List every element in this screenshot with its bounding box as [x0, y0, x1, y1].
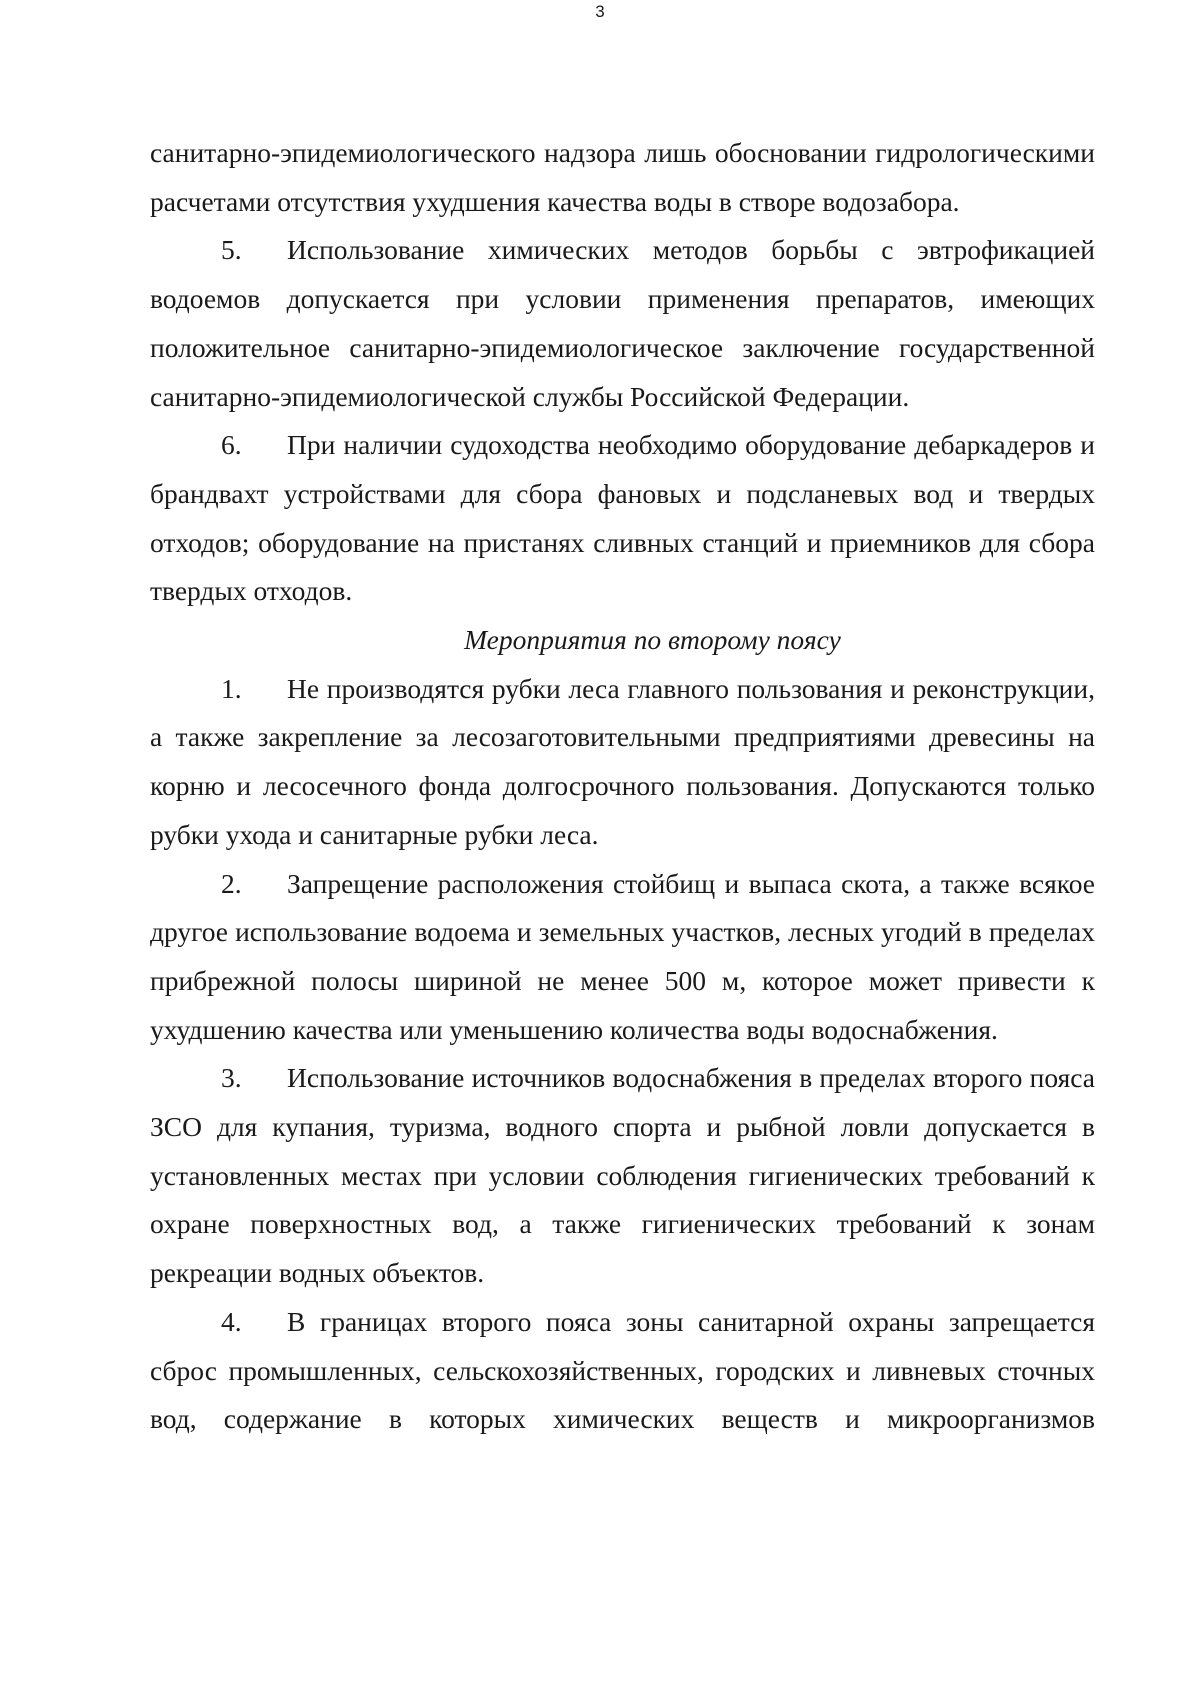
list-item-3 [150, 1054, 1095, 1298]
list-item-4 [150, 1298, 1095, 1444]
item-text: При наличии судоходства необходимо оборудование дебаркадеров и брандвахт устройствами для сбора фановых и подсланевых вод и твердых отходов; оборудование на пристанях сливных станций и приемников для сбора твердых отходов. [150, 429, 1095, 607]
section-heading: Мероприятия по второму поясу [464, 624, 841, 656]
item-number: 1. [221, 672, 242, 704]
item-text: Использование источников водоснабжения в пределах второго пояса ЗСО для купания, туризма, водного спорта и рыбной ловли допускается в установленных местах при условии соблюдения гигиенических требований к охране поверхностных вод, а также гигиенических требований к зонам рекреации водных объектов. [150, 1062, 1095, 1289]
item-text: Использование химических методов борьбы с эвтрофикацией водоемов допускается при условии применения препаратов, имеющих положительное санитарно-эпидемиологическое заключение государственной санитарно-эпидемиологической службы Российской Федерации. [150, 234, 1095, 412]
item-text: Не производятся рубки леса главного пользования и реконструкции, а также закрепление за лесозаготовительными предприятиями древесины на корню и лесосечного фонда долгосрочного пользования. Допускаются только рубки ухода и санитарные рубки леса. [150, 672, 1095, 850]
document-body [150, 129, 1095, 1444]
list-item-6 [150, 421, 1095, 616]
item-number: 3. [221, 1062, 242, 1094]
list-item-2 [150, 860, 1095, 1055]
list-item-1 [150, 665, 1095, 860]
item-number: 4. [221, 1305, 242, 1337]
item-text: Запрещение расположения стойбищ и выпаса скота, а также всякое другое использование водоема и земельных участков, лесных угодий в пределах прибрежной полосы шириной не менее 500 м, которое может привести к ухудшению качества или уменьшению количества воды водоснабжения. [150, 867, 1095, 1045]
list-item-5 [150, 226, 1095, 421]
item-number: 2. [221, 867, 242, 899]
page-number: 3 [595, 2, 605, 21]
item-text: В границах второго пояса зоны санитарной охраны запрещается сброс промышленных, сельскохозяйственных, городских и ливневых сточных вод, содержание в которых химических веществ и микроорганизмов [150, 1305, 1095, 1435]
item-number: 6. [221, 429, 242, 461]
item-number: 5. [221, 234, 242, 266]
continuation-paragraph: санитарно-эпидемиологического надзора лишь обосновании гидрологическими расчетами отсутствия ухудшения качества воды в створе водозабора. [150, 137, 1095, 217]
